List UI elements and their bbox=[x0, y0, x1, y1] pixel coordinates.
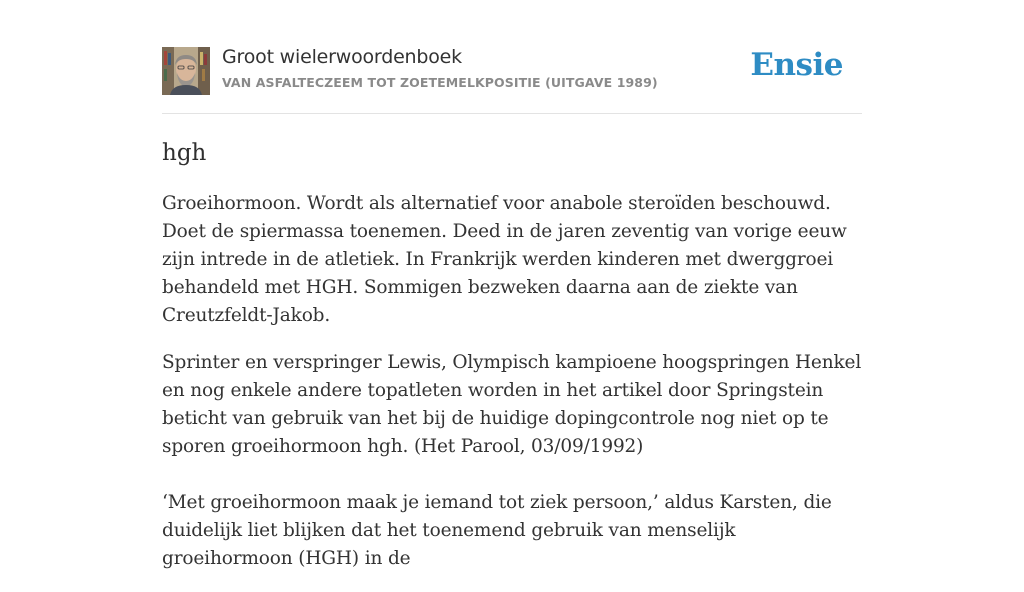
author-portrait-image bbox=[162, 47, 210, 95]
ensie-logo-link[interactable]: Ensie bbox=[750, 47, 843, 83]
book-title[interactable]: Groot wielerwoordenboek bbox=[222, 46, 462, 68]
book-subtitle: VAN ASFALTECZEEM TOT ZOETEMELKPOSITIE (UITGAVE 1989) bbox=[222, 75, 658, 90]
entry-definition: Groeihormoon. Wordt als alternatief voor anabole steroïden beschouwd. Doet de spiermassa toenemen. Deed in de jaren zeventig van vorige eeuw zijn intrede in de atletiek. In Frankrijk werden kinderen met dwerggroei behandeld met HGH. Sommigen bezweken daarna aan de ziekte van Creutzfeldt-Jakob. bbox=[162, 193, 847, 326]
content-container bbox=[162, 0, 862, 569]
entry-title: hgh bbox=[162, 140, 207, 166]
header bbox=[162, 0, 862, 114]
author-avatar[interactable] bbox=[162, 47, 210, 95]
entry-quote-2: ‘Met groeihormoon maak je iemand tot ziek persoon,’ aldus Karsten, die duidelijk liet blijken dat het toenemend gebruik van menselijk groeihormoon (HGH) in de bbox=[162, 492, 832, 569]
entry-quote-1: Sprinter en verspringer Lewis, Olympisch kampioene hoogspringen Henkel en nog enkele andere topatleten worden in het artikel door Springstein beticht van gebruik van het bij de huidige dopingcontrole nog niet op te sporen groeihormoon hgh. (Het Parool, 03/09/1992) bbox=[162, 352, 862, 457]
entry-body bbox=[162, 190, 862, 592]
